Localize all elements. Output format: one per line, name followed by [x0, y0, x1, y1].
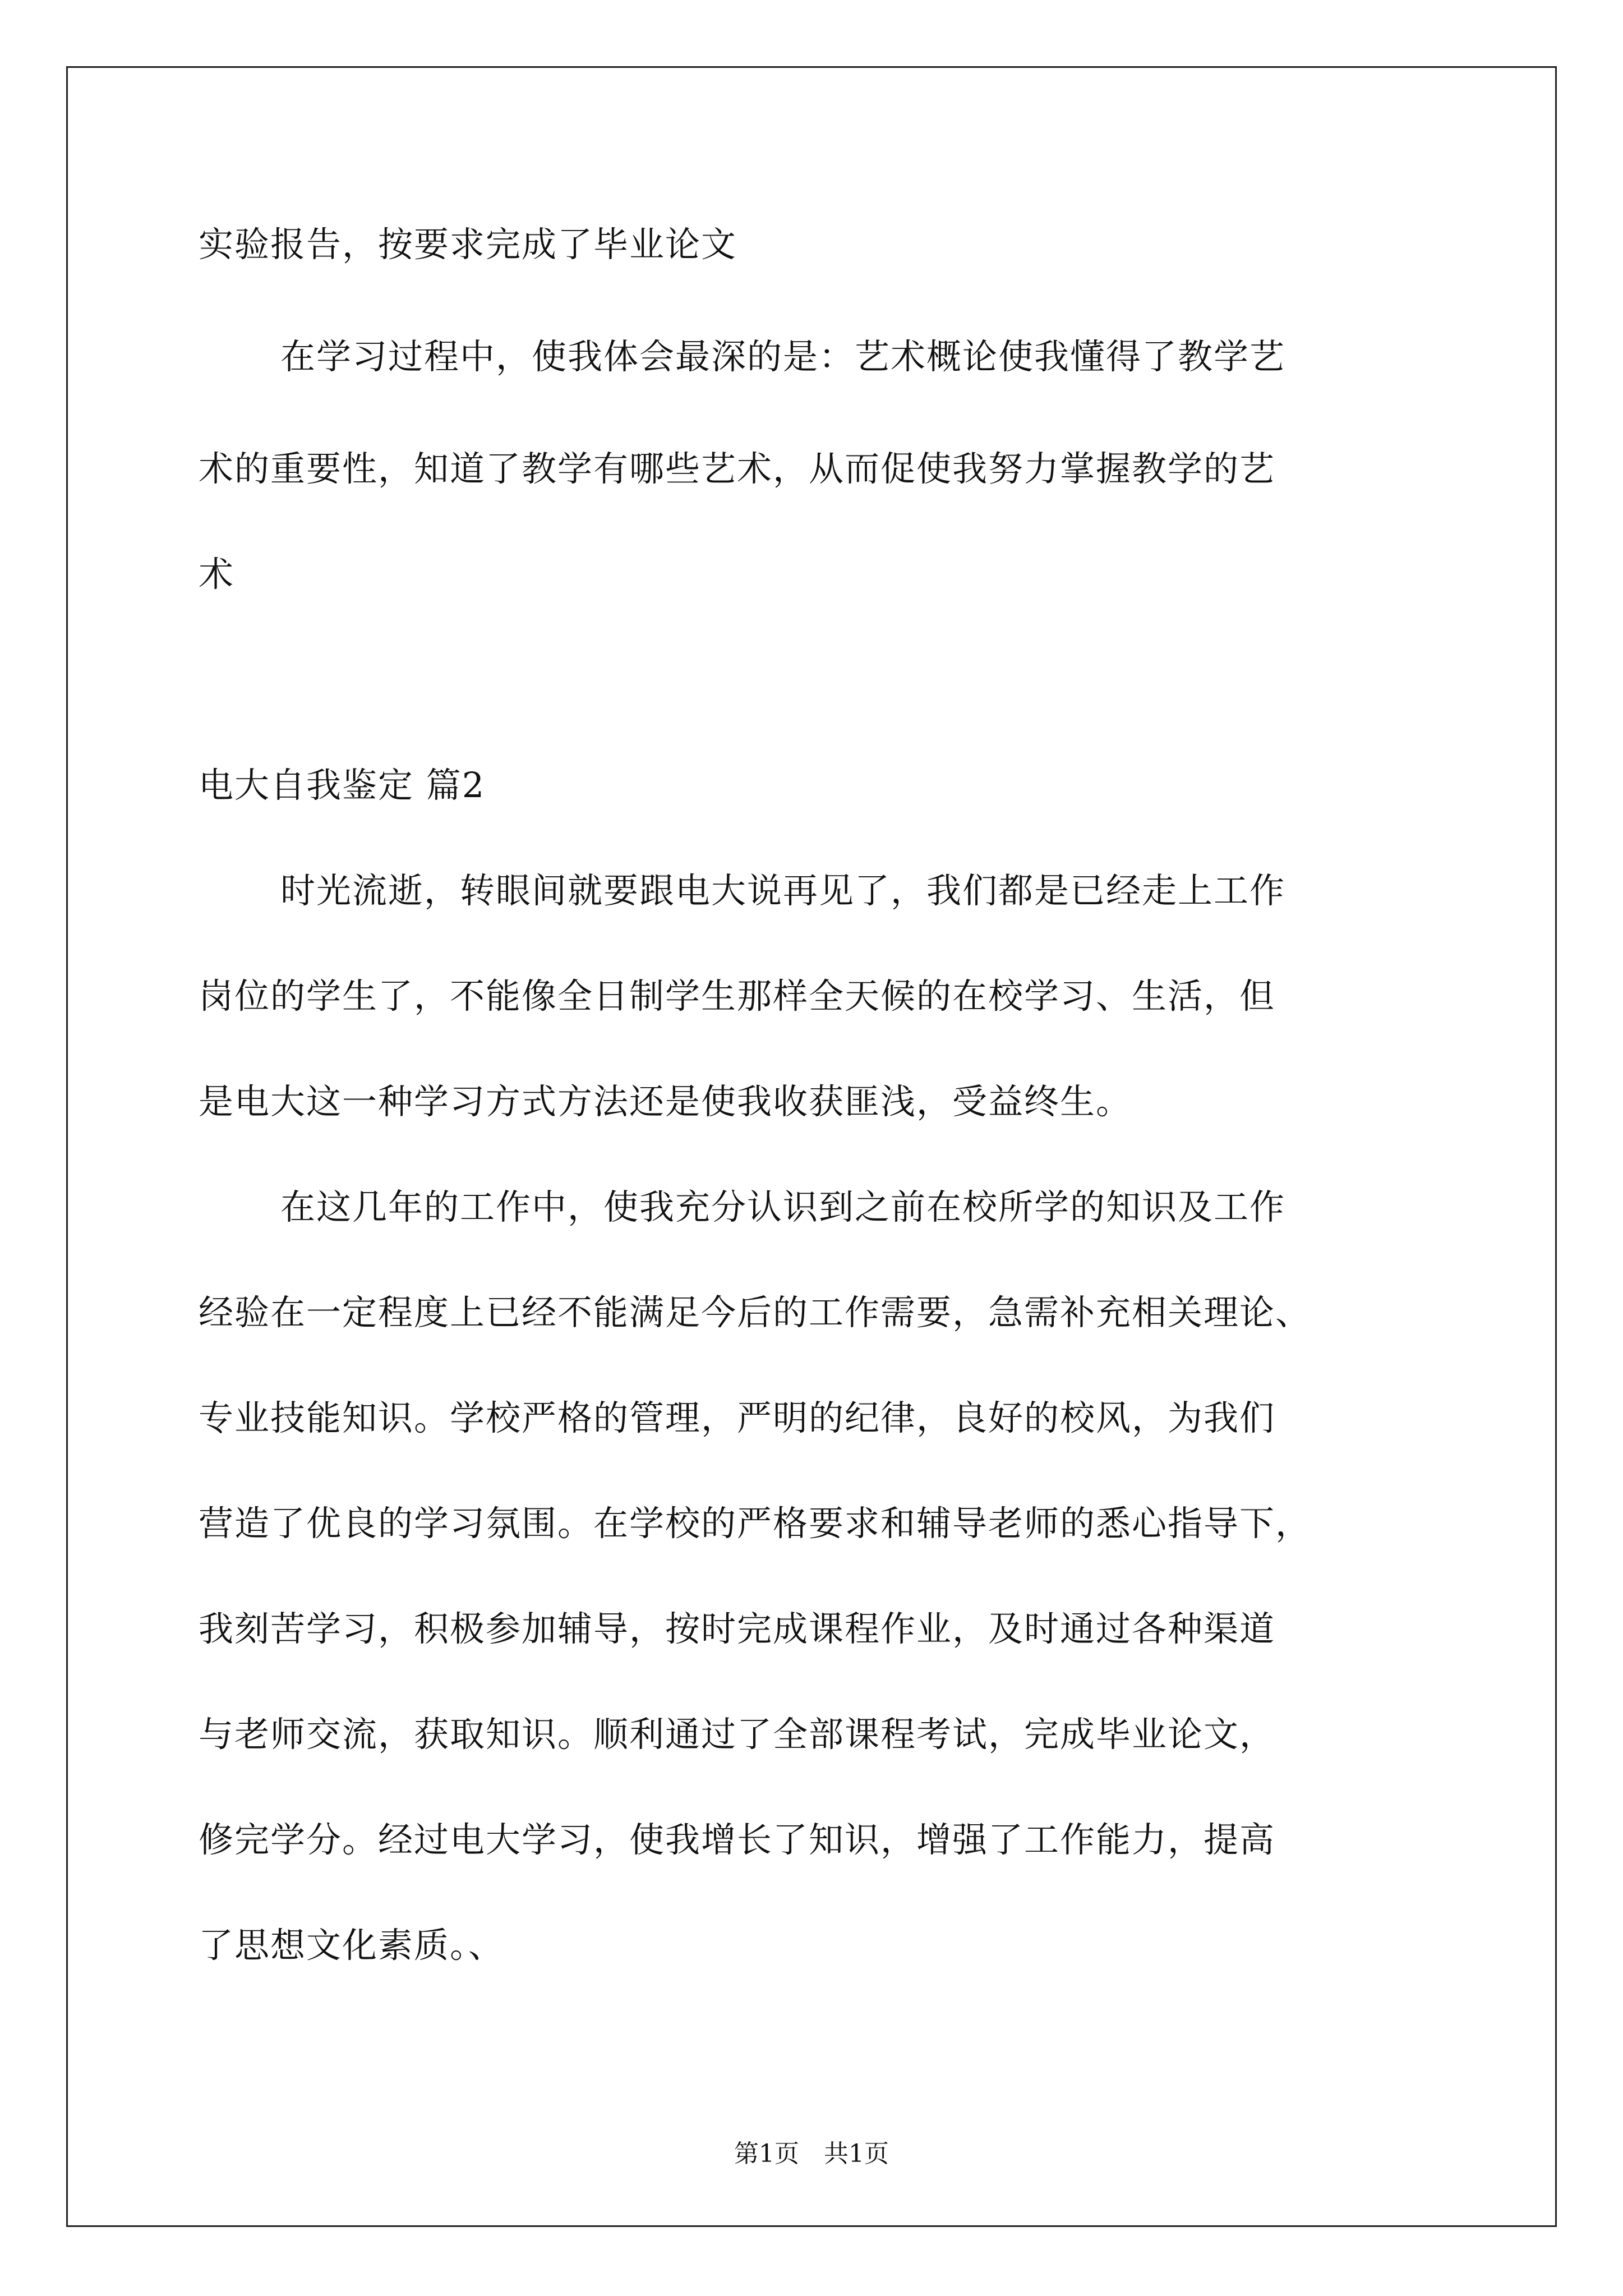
text-line-10: 经验在一定程度上已经不能满足今后的工作需要，急需补充相关理论、	[199, 1292, 1312, 1333]
text-line-7: 岗位的学生了，不能像全日制学生那样全天候的在校学习、生活，但	[199, 976, 1276, 1016]
section-heading: 电大自我鉴定 篇2	[199, 765, 486, 806]
text-line-15: 修完学分。经过电大学习，使我增长了知识，增强了工作能力，提高	[199, 1819, 1276, 1860]
text-line-3: 术的重要性，知道了教学有哪些艺术，从而促使我努力掌握教学的艺	[199, 448, 1276, 489]
text-line-13: 我刻苦学习，积极参加辅导，按时完成课程作业，及时通过各种渠道	[199, 1608, 1276, 1649]
page-footer: 第1页 共1页	[734, 2139, 889, 2168]
page-frame	[66, 66, 1557, 2227]
text-line-1: 实验报告，按要求完成了毕业论文	[199, 224, 737, 265]
text-line-8: 是电大这一种学习方式方法还是使我收获匪浅，受益终生。	[199, 1081, 1132, 1122]
text-line-16: 了思想文化素质。、	[199, 1925, 505, 1966]
text-line-6: 时光流逝，转眼间就要跟电大说再见了，我们都是已经走上工作	[280, 870, 1286, 911]
text-line-14: 与老师交流，获取知识。顺利通过了全部课程考试，完成毕业论文，	[199, 1714, 1276, 1755]
text-line-2: 在学习过程中，使我体会最深的是：艺术概论使我懂得了教学艺	[280, 336, 1286, 377]
text-line-4: 术	[199, 554, 235, 595]
text-line-11: 专业技能知识。学校严格的管理，严明的纪律，良好的校风，为我们	[199, 1397, 1276, 1438]
text-line-9: 在这几年的工作中，使我充分认识到之前在校所学的知识及工作	[280, 1186, 1286, 1227]
text-line-12: 营造了优良的学习氛围。在学校的严格要求和辅导老师的悉心指导下，	[199, 1503, 1312, 1544]
